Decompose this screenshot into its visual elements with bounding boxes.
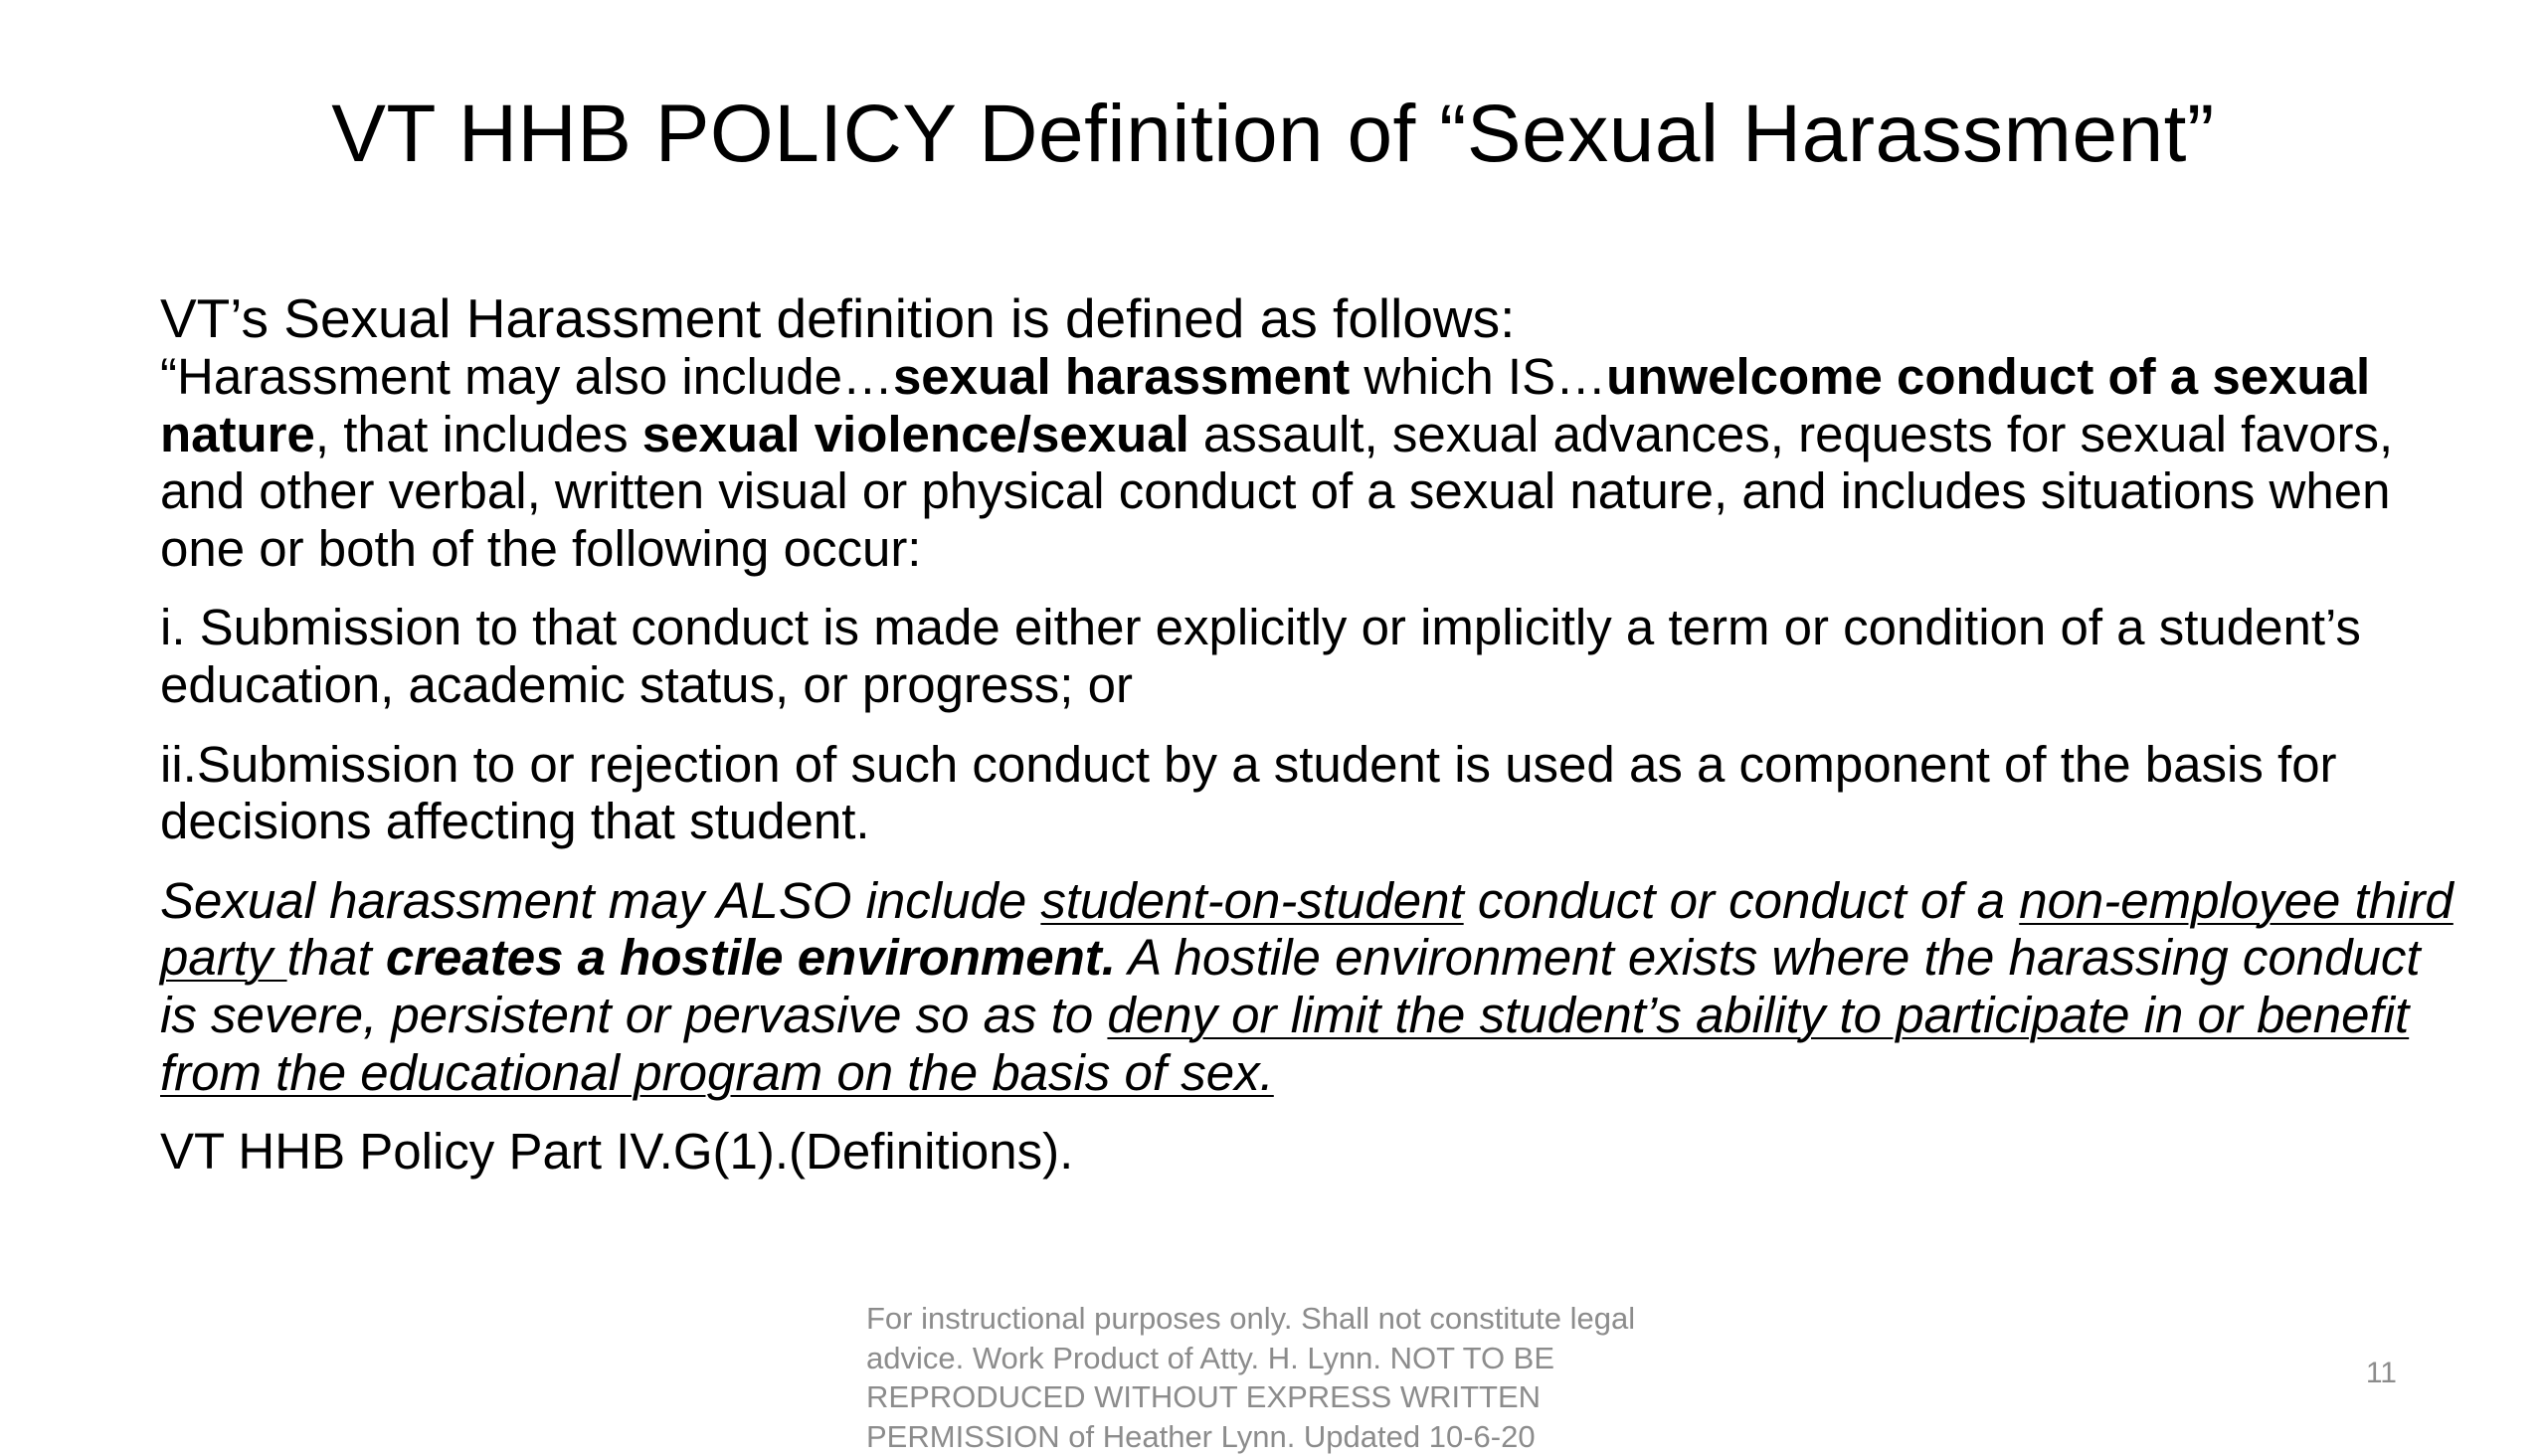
definition-text: “Harassment may also include…: [160, 348, 893, 405]
italic-text: Sexual harassment may ALSO include: [160, 871, 1041, 929]
definition-text: which IS…: [1350, 348, 1607, 405]
underlined-italic-text: student-on-student: [1040, 871, 1464, 929]
footer-disclaimer: For instructional purposes only. Shall not constitute legal advice. Work Product of Atty. H. Lynn. NOT TO BE REPRODUCED WITHOUT EXPRESS WRITTEN PERMISSION of Heather Lynn. Updated 10-6-20: [866, 1301, 1636, 1454]
intro-line: VT’s Sexual Harassment definition is defined as follows:: [160, 287, 1516, 349]
definition-text: assault, sexual advances, requests for sexual favors, and other verbal, written visual or physical conduct of a sexual nature, and includes situations when one or both of the following occur:: [160, 405, 2394, 577]
definition-paragraph: [160, 348, 2457, 577]
italic-text: that: [286, 929, 386, 987]
definition-bold-text: unwelcome conduct of a sexual nature: [160, 348, 2371, 462]
condition-item-ii: ii.Submission to or rejection of such conduct by a student is used as a component of the basis for decisions affecting that student.: [160, 735, 2337, 850]
definition-text: , that includes: [314, 405, 642, 462]
italic-text: conduct or conduct of a: [1463, 871, 2020, 929]
bold-italic-text: creates a hostile environment.: [385, 929, 1116, 987]
slide-body: [160, 288, 2457, 1181]
definition-bold-text: sexual violence/sexual: [641, 405, 1189, 462]
hostile-environment-paragraph: [160, 872, 2457, 1101]
underlined-italic-text: non-employee third party: [160, 871, 2454, 987]
italic-text: A hostile environment exists where the harassing conduct is severe, persistent or pervasive so as to: [160, 929, 2421, 1043]
policy-citation: VT HHB Policy Part IV.G(1).(Definitions).: [160, 1123, 1074, 1181]
underlined-italic-text: deny or limit the student’s ability to participate in or benefit from the educational program on the basis of sex.: [160, 986, 2410, 1101]
definition-bold-text: sexual harassment: [892, 348, 1351, 405]
condition-item-i: i. Submission to that conduct is made either explicitly or implicitly a term or condition of a student’s education, academic status, or progress; or: [160, 599, 2361, 713]
slide-number: 11: [2365, 1357, 2397, 1389]
slide-title: VT HHB POLICY Definition of “Sexual Harassment”: [331, 89, 2215, 179]
